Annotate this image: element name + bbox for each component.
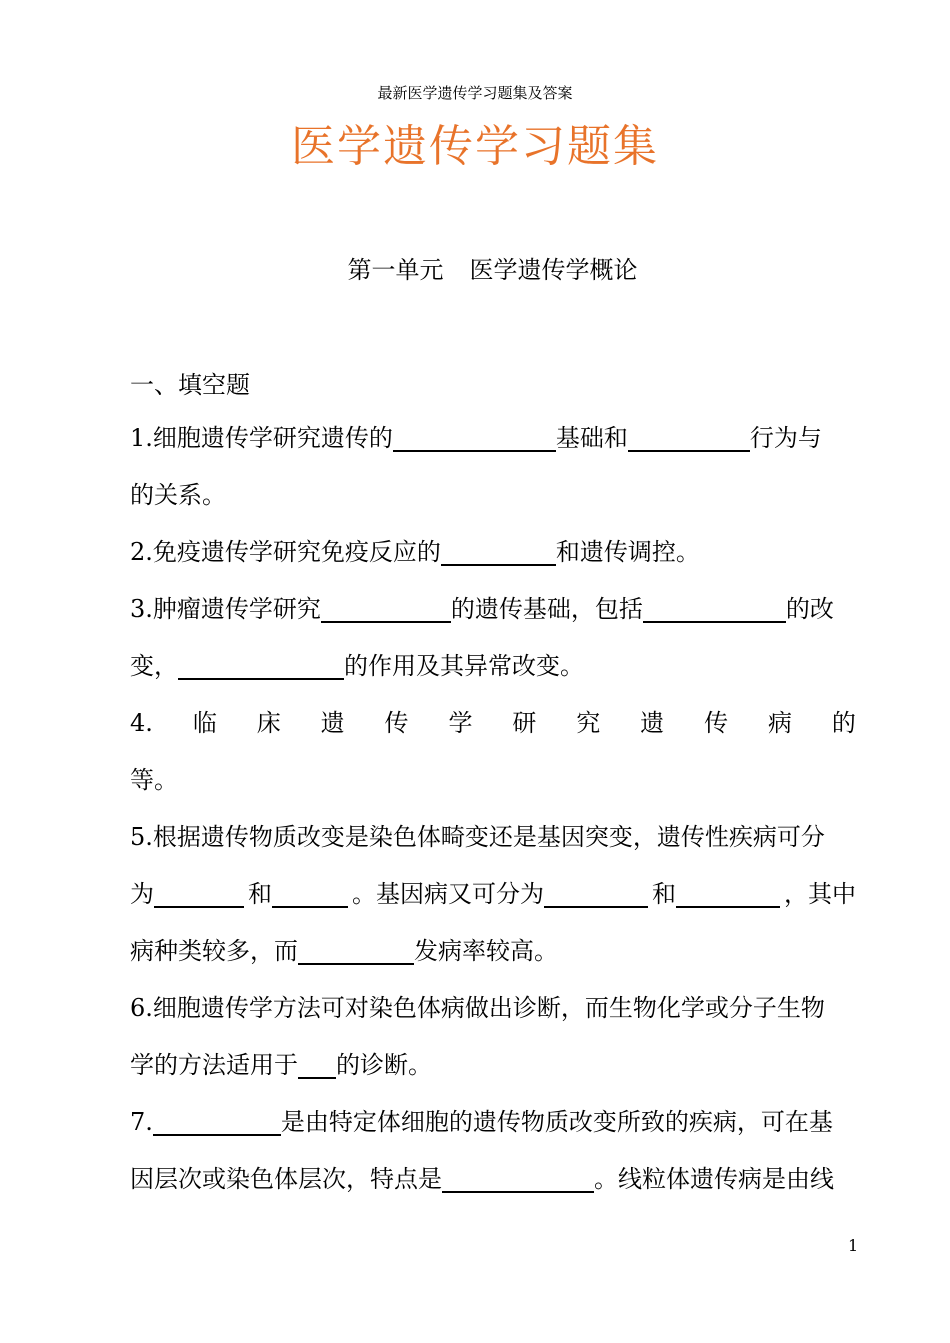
fill-blank — [544, 876, 648, 908]
question-text: 等。 — [130, 766, 178, 794]
fill-blank — [442, 1161, 594, 1193]
question-text: 基础和 — [555, 424, 628, 452]
question-char: 临 — [192, 709, 217, 737]
fill-blank — [154, 876, 244, 908]
fill-blank — [153, 1104, 281, 1136]
question-text: 1.细胞遗传学研究遗传的 — [130, 424, 393, 452]
unit-label: 第一单元 — [347, 256, 444, 284]
question-text: 5.根据遗传物质改变是染色体畸变还是基因突变，遗传性疾病可分 — [130, 823, 825, 851]
unit-heading — [0, 250, 950, 285]
fill-blank — [321, 591, 451, 623]
question-char: 究 — [576, 709, 601, 737]
question-text: 7. — [130, 1108, 153, 1136]
fill-blank — [298, 1047, 336, 1079]
question-char: 传 — [384, 709, 409, 737]
document-title: 医学遗传学习题集 — [291, 121, 659, 172]
question-5-line-1 — [130, 817, 825, 857]
section-heading: 一、填空题 — [130, 371, 250, 399]
question-text: 和遗传调控。 — [555, 538, 700, 566]
question-char: 4. — [130, 709, 153, 737]
question-segment — [248, 874, 348, 914]
question-text: 病种类较多，而 — [130, 937, 298, 965]
page-number: 1 — [848, 1236, 859, 1255]
question-3-line-1 — [130, 589, 834, 629]
question-text: 的关系。 — [130, 481, 226, 509]
fill-blank — [298, 933, 414, 965]
fill-blank — [628, 420, 750, 452]
question-char: 的 — [831, 709, 856, 737]
question-text: 学的方法适用于 — [130, 1051, 298, 1079]
fill-blank — [441, 534, 556, 566]
question-text: 行为与 — [749, 424, 822, 452]
fill-blank — [393, 420, 556, 452]
fill-blank — [676, 876, 780, 908]
fill-blank — [272, 876, 348, 908]
question-segment — [130, 874, 244, 914]
question-4-line-1 — [130, 703, 856, 743]
question-7-line-2 — [130, 1159, 834, 1199]
question-text: 的诊断。 — [336, 1051, 432, 1079]
question-text: 的遗传基础，包括 — [450, 595, 643, 623]
question-segment — [352, 874, 648, 914]
question-6-line-2 — [130, 1045, 432, 1085]
question-text: 的作用及其异常改变。 — [344, 652, 584, 680]
running-header: 最新医学遗传学习题集及答案 — [377, 84, 573, 102]
question-char: 学 — [448, 709, 473, 737]
question-text: 2.免疫遗传学研究免疫反应的 — [130, 538, 441, 566]
question-text: 的改 — [785, 595, 834, 623]
question-text: 6.细胞遗传学方法可对染色体病做出诊断，而生物化学或分子生物 — [130, 994, 825, 1022]
question-2 — [130, 532, 700, 572]
fill-blank — [643, 591, 786, 623]
question-char: 遗 — [640, 709, 665, 737]
question-1-line-2 — [130, 475, 226, 515]
question-char: 床 — [256, 709, 281, 737]
question-5-line-2 — [130, 874, 856, 914]
question-1-line-1 — [130, 418, 822, 458]
question-text: 发病率较高。 — [414, 937, 558, 965]
question-7-line-1 — [130, 1102, 833, 1142]
question-text: 为 — [130, 880, 154, 908]
question-text: 和 — [248, 880, 272, 908]
question-text: 变， — [130, 652, 178, 680]
question-text: 因层次或染色体层次，特点是 — [130, 1165, 442, 1193]
question-char: 病 — [767, 709, 792, 737]
question-text: ，其中 — [784, 880, 856, 908]
question-char: 传 — [704, 709, 729, 737]
question-text: 。基因病又可分为 — [352, 880, 544, 908]
question-4-line-2 — [130, 760, 178, 800]
question-text: 。线粒体遗传病是由线 — [594, 1165, 834, 1193]
fill-blank — [178, 648, 344, 680]
question-5-line-3 — [130, 931, 558, 971]
question-char: 研 — [512, 709, 537, 737]
unit-name: 医学遗传学概论 — [469, 256, 638, 284]
question-text: 和 — [652, 880, 676, 908]
question-segment — [652, 874, 780, 914]
question-text: 3.肿瘤遗传学研究 — [130, 595, 321, 623]
question-6-line-1 — [130, 988, 825, 1028]
question-char: 遗 — [320, 709, 345, 737]
question-text: 是由特定体细胞的遗传物质改变所致的疾病，可在基 — [280, 1108, 833, 1136]
question-3-line-2 — [130, 646, 584, 686]
